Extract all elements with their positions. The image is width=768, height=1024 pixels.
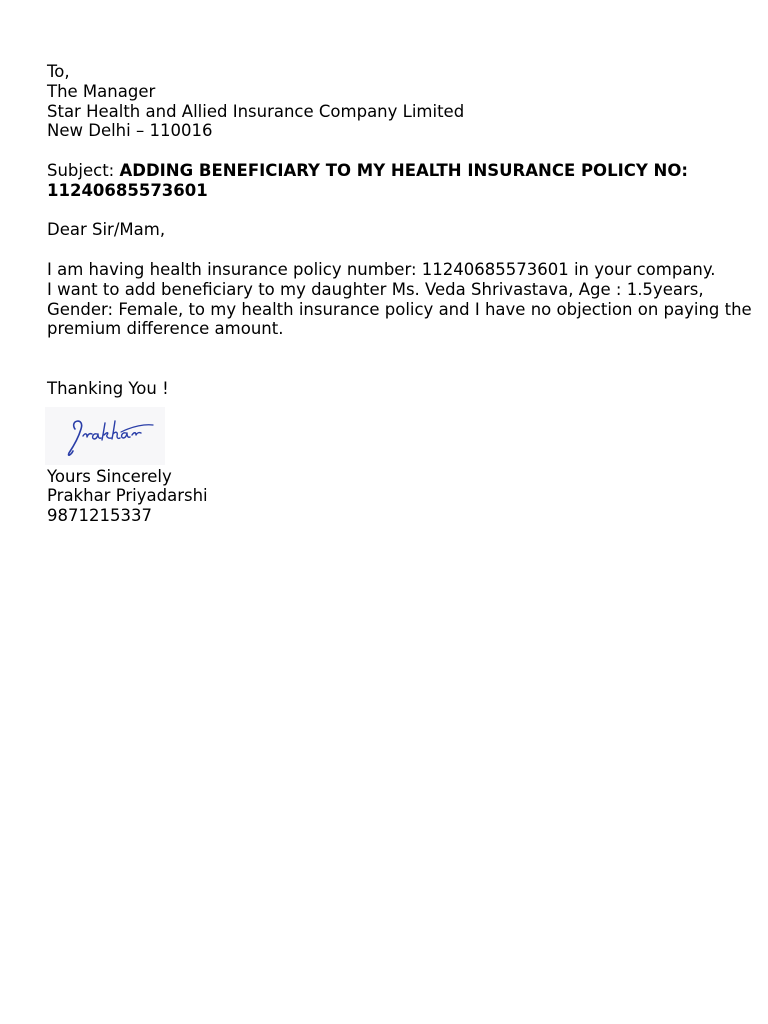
valediction: Yours Sincerely: [47, 466, 172, 486]
body-paragraph-1: I am having health insurance policy number: 11240685573601 in your company.: [47, 259, 716, 279]
greeting: Dear Sir/Mam,: [47, 220, 166, 240]
to-line: To,: [47, 62, 70, 81]
body-paragraph-3: Gender: Female, to my health insurance policy and I have no objection on paying the premium difference amount.: [47, 299, 752, 339]
subject-line: [47, 161, 757, 201]
spacer: [47, 240, 757, 260]
recipient-company: Star Health and Allied Insurance Company Limited: [47, 101, 465, 121]
thanking-line: Thanking You !: [47, 378, 169, 398]
spacer: [47, 339, 757, 379]
letter: [47, 62, 757, 526]
subject-text: ADDING BENEFICIARY TO MY HEALTH INSURANCE POLICY NO: 11240685573601: [47, 160, 688, 200]
body-paragraph-2: I want to add beneficiary to my daughter Ms. Veda Shrivastava, Age : 1.5years,: [47, 279, 704, 299]
signer-name: Prakhar Priyadarshi: [47, 486, 208, 506]
subject-label: Subject:: [47, 160, 120, 180]
signature-image: [45, 407, 165, 465]
recipient-title: The Manager: [47, 81, 156, 101]
spacer: [47, 201, 757, 221]
spacer: [47, 141, 757, 161]
recipient-city: New Delhi – 110016: [47, 121, 213, 141]
signer-phone: 9871215337: [47, 506, 152, 526]
